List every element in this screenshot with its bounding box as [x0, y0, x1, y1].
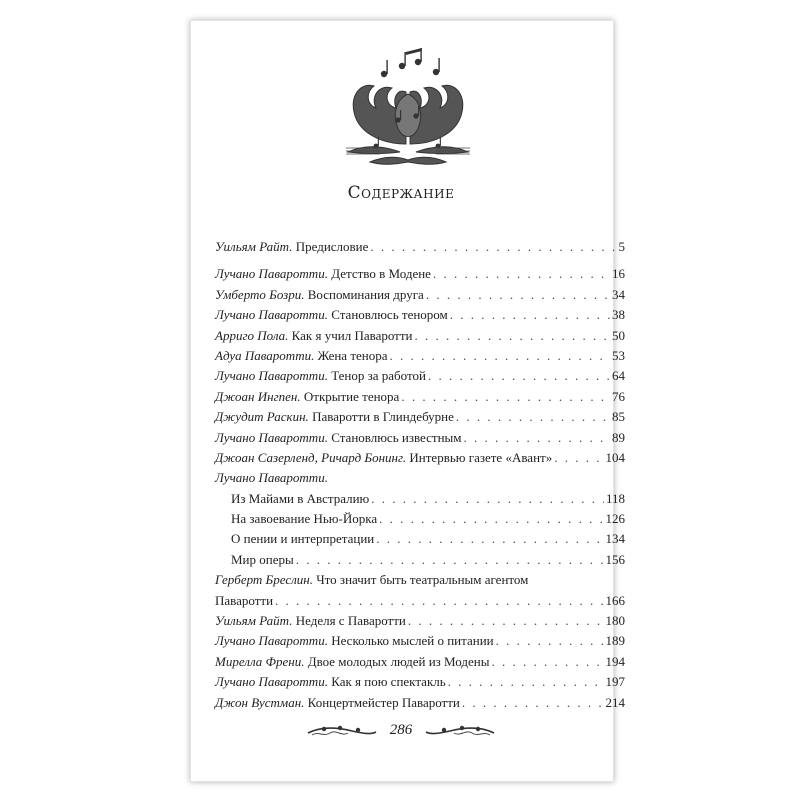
- toc-leader-dots: [376, 529, 603, 549]
- toc-title: Как я учил Паваротти: [288, 327, 413, 343]
- toc-entry: [215, 366, 625, 386]
- toc-entry: [215, 591, 625, 611]
- contents-heading: Содержание: [347, 183, 455, 203]
- toc-leader-dots: [462, 693, 604, 713]
- toc-title: Становлюсь тенором: [327, 307, 448, 323]
- toc-title: Паваротти в Глиндебурне: [308, 409, 454, 425]
- toc-page-number: 180: [605, 613, 625, 629]
- toc-author: Арриго Пола.: [215, 327, 289, 343]
- toc-page-number: 126: [605, 511, 625, 527]
- toc-title: Концертмейстер Паваротти: [304, 694, 460, 710]
- toc-entry: [215, 346, 625, 366]
- right-footer-ornament-icon: [424, 723, 496, 739]
- toc-author: Адуа Паваротти.: [215, 347, 315, 363]
- toc-page-number: 166: [605, 592, 625, 608]
- toc-author: Лучано Паваротти.: [215, 429, 328, 445]
- toc-page-number: 53: [612, 347, 625, 363]
- toc-author: Мирелла Френи.: [215, 653, 305, 669]
- toc-page-number: 197: [605, 674, 625, 690]
- toc-page-number: 118: [605, 490, 625, 506]
- table-of-contents: [215, 237, 625, 713]
- toc-title: Детство в Модене: [327, 266, 431, 282]
- toc-leader-dots: [554, 448, 603, 468]
- toc-author: Лучано Паваротти.: [215, 633, 328, 649]
- toc-title: Воспоминания друга: [304, 286, 424, 302]
- toc-entry: [215, 428, 625, 448]
- toc-leader-dots: [433, 264, 610, 284]
- toc-entry: [215, 326, 625, 346]
- toc-entry: [215, 529, 625, 549]
- toc-author: Лучано Паваротти.: [215, 307, 328, 323]
- toc-author: Джоан Сазерленд, Ричард Бонинг.: [215, 449, 407, 465]
- page-number: 286: [389, 722, 413, 738]
- toc-page-number: 194: [605, 653, 625, 669]
- toc-leader-dots: [456, 407, 610, 427]
- toc-leader-dots: [426, 285, 610, 305]
- toc-title: Как я пою спектакль: [327, 674, 446, 690]
- toc-title: Мир оперы: [231, 551, 294, 567]
- toc-author: Уильям Райт.: [215, 239, 293, 254]
- toc-author: Лучано Паваротти.: [215, 470, 328, 486]
- toc-page-number: 104: [605, 449, 625, 465]
- toc-title: Интервью газете «Авант»: [406, 449, 553, 465]
- toc-entry: [215, 672, 625, 692]
- toc-entry: [215, 489, 625, 509]
- toc-title: О пении и интерпретации: [231, 531, 375, 547]
- toc-leader-dots: [408, 611, 604, 631]
- toc-entry: [215, 631, 625, 651]
- toc-leader-dots: [371, 489, 604, 509]
- toc-leader-dots: [370, 237, 616, 257]
- toc-author: Лучано Паваротти.: [215, 266, 328, 282]
- toc-title: Что значит быть театральным агентом: [312, 572, 529, 588]
- toc-leader-dots: [275, 591, 603, 611]
- toc-page-number: 5: [618, 239, 625, 254]
- toc-entry: [215, 305, 625, 325]
- toc-page-number: 38: [612, 307, 625, 323]
- toc-title: Жена тенора: [314, 347, 388, 363]
- toc-author: Герберт Бреслин.: [215, 572, 313, 588]
- toc-entry: [215, 448, 625, 468]
- toc-entry: [215, 693, 625, 713]
- toc-entry: [215, 611, 625, 631]
- toc-author: Джон Вустман.: [215, 694, 305, 710]
- page-footer: [190, 722, 612, 739]
- toc-page-number: 156: [605, 551, 625, 567]
- toc-leader-dots: [390, 346, 610, 366]
- toc-author: Уильям Райт.: [215, 613, 293, 629]
- toc-page-number: 214: [605, 694, 625, 710]
- toc-leader-dots: [296, 550, 604, 570]
- toc-entry: [215, 509, 625, 529]
- toc-entry: [215, 652, 625, 672]
- toc-author: Умберто Бозри.: [215, 286, 305, 302]
- toc-leader-dots: [450, 305, 610, 325]
- toc-page-number: 50: [612, 327, 625, 343]
- toc-title: Становлюсь известным: [327, 429, 462, 445]
- toc-page-number: 76: [612, 388, 625, 404]
- toc-title: Из Майами в Австралию: [231, 490, 370, 506]
- toc-entry: [215, 550, 625, 570]
- toc-title: Неделя с Паваротти: [292, 613, 406, 629]
- toc-entry: [215, 387, 625, 407]
- toc-page-number: 134: [605, 531, 625, 547]
- toc-entry: [215, 407, 625, 427]
- toc-leader-dots: [448, 672, 604, 692]
- toc-title: Тенор за работой: [327, 368, 426, 384]
- musical-ornament-icon: [340, 48, 476, 170]
- toc-leader-dots: [401, 387, 610, 407]
- toc-title: Несколько мыслей о питании: [327, 633, 494, 649]
- toc-title: Двое молодых людей из Модены: [304, 653, 490, 669]
- toc-leader-dots: [464, 428, 610, 448]
- toc-entry: [215, 570, 625, 590]
- toc-author: Лучано Паваротти.: [215, 674, 328, 690]
- toc-leader-dots: [428, 366, 610, 386]
- toc-page-number: 89: [612, 429, 625, 445]
- toc-leader-dots: [415, 326, 611, 346]
- toc-leader-dots: [491, 652, 603, 672]
- toc-page-number: 16: [612, 266, 625, 282]
- left-footer-ornament-icon: [306, 723, 378, 739]
- toc-title: Предисловие: [292, 239, 369, 254]
- toc-author: Джудит Раскин.: [215, 409, 309, 425]
- toc-leader-dots: [496, 631, 604, 651]
- toc-page-number: 189: [605, 633, 625, 649]
- toc-entry: [215, 237, 625, 257]
- toc-entry: [215, 468, 625, 488]
- toc-page-number: 85: [612, 409, 625, 425]
- toc-author: Джоан Ингпен.: [215, 388, 301, 404]
- toc-title: Паваротти: [215, 592, 274, 608]
- toc-page-number: 64: [612, 368, 625, 384]
- toc-leader-dots: [379, 509, 603, 529]
- toc-author: Лучано Паваротти.: [215, 368, 328, 384]
- toc-title: Открытие тенора: [300, 388, 400, 404]
- toc-entry: [215, 264, 625, 284]
- toc-entry: [215, 285, 625, 305]
- toc-page-number: 34: [612, 286, 625, 302]
- toc-title: На завоевание Нью-Йорка: [231, 511, 378, 527]
